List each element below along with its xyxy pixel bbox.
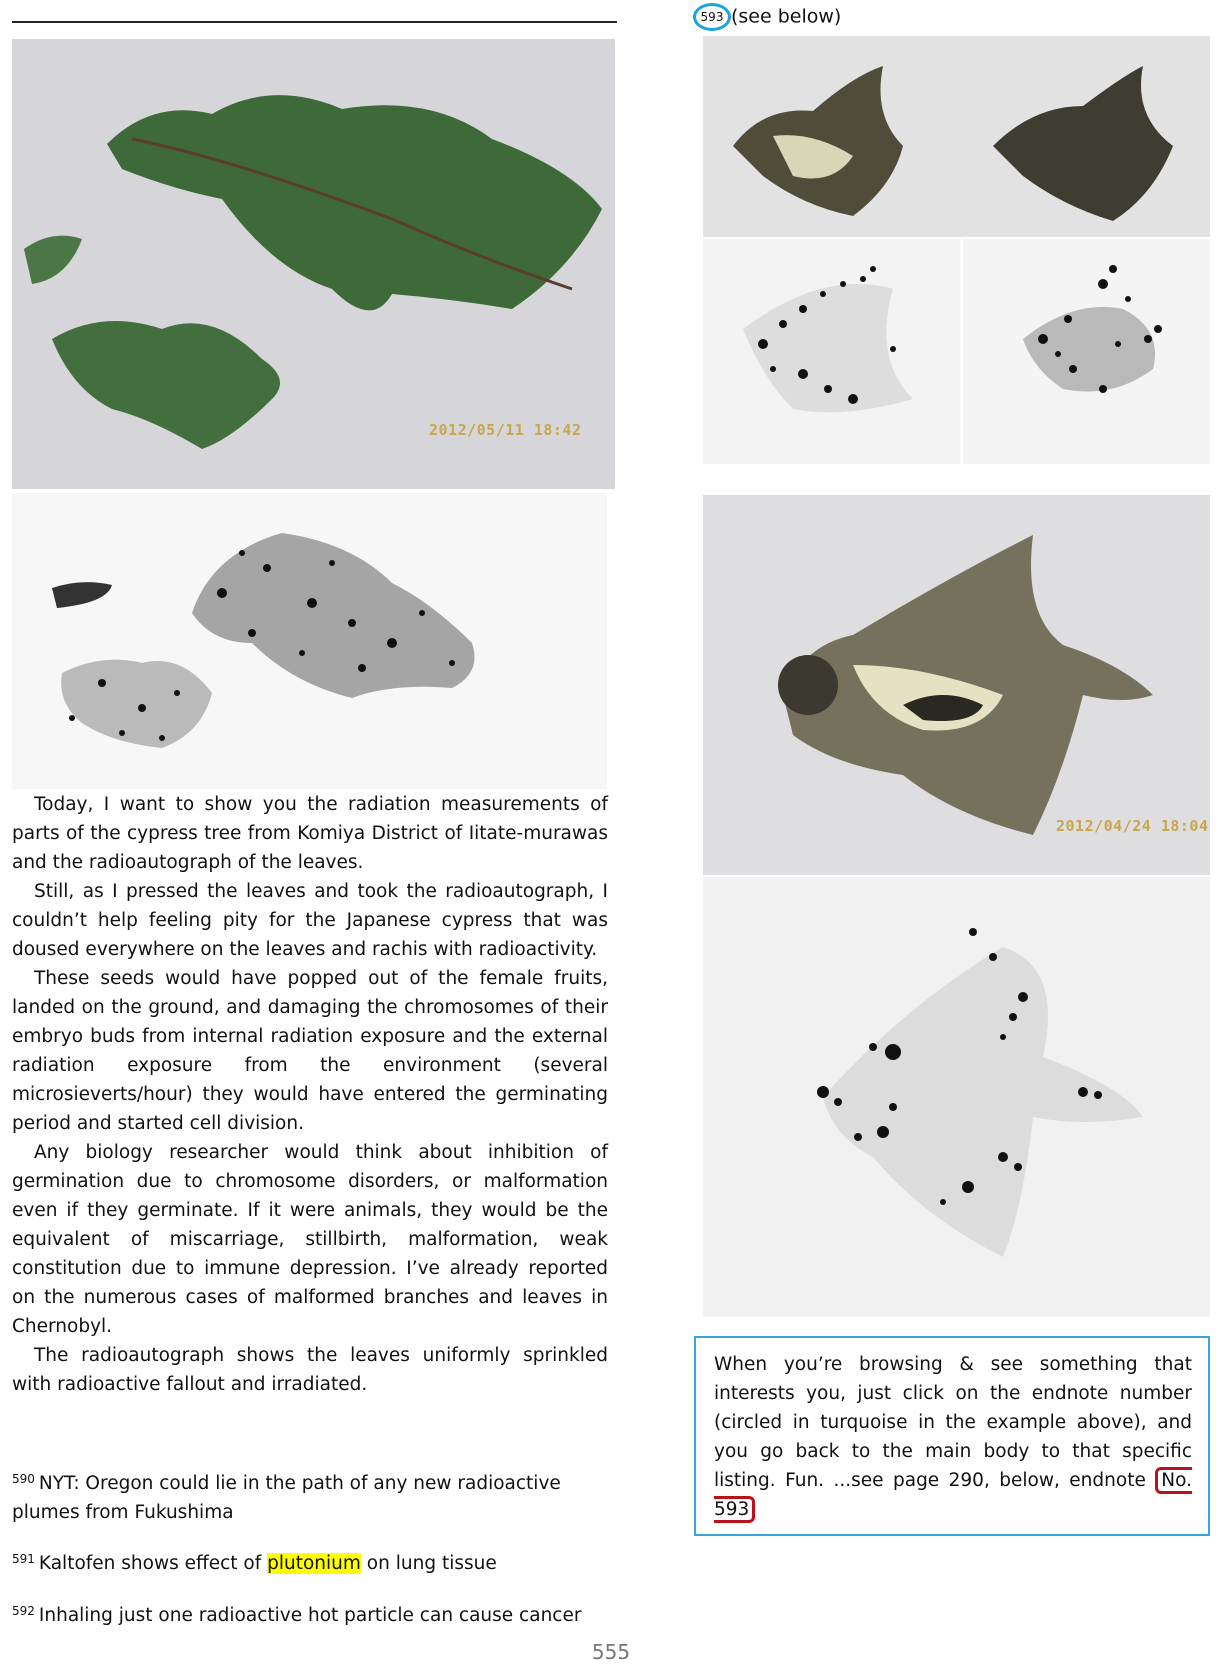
bird-timestamp: 2012/04/24 18:04 — [1056, 817, 1209, 835]
bird-radioautograph-right — [963, 239, 1210, 464]
footnote-number[interactable]: 592 — [12, 1604, 35, 1618]
top-rule — [12, 21, 617, 23]
paragraph: Today, I want to show you the radiation measurements of parts of the cypress tree from Komiya District of Iitate-murawas and the radioautograph of the leaves. — [12, 794, 608, 873]
paragraph: Any biology researcher would think about inhibition of germination due to chromosome disorders, or malformation even if they germinate. If it were animals, they would be the equivalent of miscarriage, stillbirth, malformation, weak constitution due to immune depression. I’ve already reported on the numerous cases of malformed branches and leaves in Chernobyl. — [12, 1142, 608, 1337]
paragraph: Still, as I pressed the leaves and took the radioautograph, I couldn’t help feeling pity for the Japanese cypress that was doused everywhere on the leaves and rachis with radioactivity. — [12, 881, 608, 960]
endnote-reference-text: (see below) — [731, 5, 842, 28]
cypress-photo — [12, 39, 615, 489]
page-number: 555 — [591, 1640, 631, 1664]
footnote-text[interactable]: NYT: Oregon could lie in the path of any new radioactive plumes from Fukushima — [12, 1473, 561, 1523]
footnote-text[interactable]: on lung tissue — [360, 1553, 497, 1574]
footnote-592 — [12, 1597, 612, 1630]
large-bird-photo — [703, 495, 1210, 875]
paragraph: These seeds would have popped out of the female fruits, landed on the ground, and damaging the chromosomes of their embryo buds from internal radiation exposure and the external radiation exposure from the environment (several microsieverts/hour) they would have entered the germinating period and started cell division. — [12, 968, 608, 1134]
two-birds-photo — [703, 36, 1210, 237]
endnote-number-circle[interactable]: 593 — [693, 3, 731, 31]
paragraph: The radioautograph shows the leaves uniformly sprinkled with radioactive fallout and irradiated. — [12, 1345, 608, 1395]
large-bird-radioautograph — [703, 877, 1210, 1317]
footnote-text[interactable]: Inhaling just one radioactive hot particle can cause cancer — [38, 1605, 582, 1626]
endnote-info-box — [694, 1336, 1210, 1536]
body-text — [12, 790, 608, 1399]
bird-radioautograph-left — [703, 239, 960, 464]
endnote-reference[interactable] — [693, 3, 841, 31]
cypress-radioautograph — [12, 493, 607, 789]
highlighted-word[interactable]: plutonium — [267, 1553, 361, 1574]
cypress-timestamp: 2012/05/11 18:42 — [429, 421, 582, 439]
footnote-590 — [12, 1465, 612, 1527]
footnote-591 — [12, 1545, 612, 1578]
footnote-number[interactable]: 590 — [12, 1472, 35, 1486]
footnote-number[interactable]: 591 — [12, 1552, 35, 1566]
note-box-text: When you’re browsing & see something that interests you, just click on the endnote number (circled in turquoise in the example above), and you go back to the main body to that specific listing. Fun. ...see page 290, below, endnote — [714, 1354, 1192, 1491]
endnote-link-badge[interactable]: No. 593 — [714, 1467, 1192, 1523]
footnote-text[interactable]: Kaltofen shows effect of — [38, 1553, 268, 1574]
